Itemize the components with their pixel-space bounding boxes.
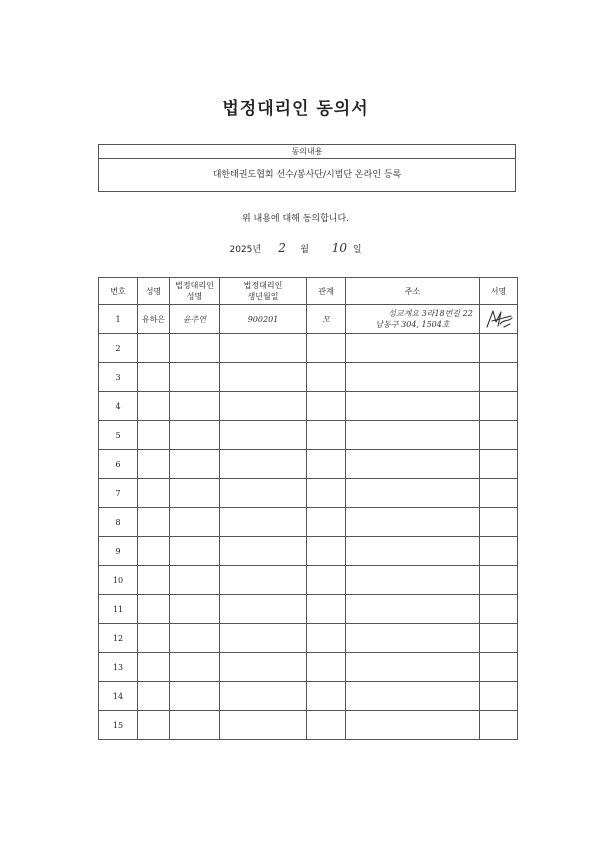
table-row [99,566,518,595]
document-title: 법정대리인 동의서 [222,99,369,119]
table-row [99,479,518,508]
cell-signature [480,508,518,537]
cell-signature [480,305,518,334]
cell-guardian-name [170,421,220,450]
header-guardian-birth-line1: 법정대리인 [243,281,283,290]
header-address: 주소 [346,278,480,305]
date-line [0,241,591,255]
cell-signature [480,392,518,421]
cell-relation [307,508,346,537]
cell-guardian-name [170,363,220,392]
cell-guardian-birth [220,682,307,711]
cell-no: 1 [99,305,138,334]
table-row [99,334,518,363]
cell-relation [307,653,346,682]
guardian-table [98,277,518,740]
cell-no: 3 [99,363,138,392]
table-row [99,305,518,334]
cell-signature [480,595,518,624]
cell-guardian-name [170,566,220,595]
cell-name [138,363,170,392]
cell-name [138,566,170,595]
cell-name [138,479,170,508]
header-guardian-name [170,278,220,305]
cell-relation [307,450,346,479]
cell-relation [307,566,346,595]
cell-guardian-birth [220,537,307,566]
cell-guardian-birth [220,334,307,363]
cell-address [346,334,480,363]
cell-signature [480,421,518,450]
cell-no: 7 [99,479,138,508]
cell-name: 유하은 [138,305,170,334]
cell-guardian-birth [220,363,307,392]
header-no: 번호 [99,278,138,305]
header-relation: 관계 [307,278,346,305]
cell-address [346,508,480,537]
address-line2: 남동구 304, 1504호 [375,320,450,329]
cell-relation [307,624,346,653]
cell-address [346,595,480,624]
cell-signature [480,334,518,363]
cell-address [346,537,480,566]
cell-relation: 모 [307,305,346,334]
consent-header: 동의내용 [99,145,515,159]
cell-signature [480,537,518,566]
cell-no: 9 [99,537,138,566]
date-day-label: 일 [352,245,362,255]
cell-address [346,682,480,711]
cell-no: 6 [99,450,138,479]
cell-no: 8 [99,508,138,537]
cell-signature [480,450,518,479]
cell-relation [307,479,346,508]
cell-no: 4 [99,392,138,421]
cell-address [346,450,480,479]
cell-name [138,653,170,682]
cell-guardian-name [170,508,220,537]
cell-guardian-birth [220,624,307,653]
cell-guardian-name [170,537,220,566]
cell-no: 12 [99,624,138,653]
date-year: 2025년 [229,245,262,255]
cell-relation [307,595,346,624]
cell-guardian-name [170,392,220,421]
header-name: 성명 [138,278,170,305]
cell-signature [480,479,518,508]
cell-no: 15 [99,711,138,740]
signature-mark [484,307,514,331]
cell-guardian-birth [220,392,307,421]
date-day-value: 10 [331,241,348,255]
cell-address [346,624,480,653]
cell-name [138,682,170,711]
cell-no: 13 [99,653,138,682]
table-row [99,682,518,711]
cell-guardian-birth [220,421,307,450]
table-row [99,392,518,421]
cell-name [138,537,170,566]
cell-relation [307,537,346,566]
consent-box [98,144,516,192]
header-signature: 서명 [480,278,518,305]
cell-name [138,595,170,624]
cell-name [138,508,170,537]
table-body [99,305,518,740]
cell-signature [480,682,518,711]
cell-no: 5 [99,421,138,450]
cell-signature [480,624,518,653]
date-month-label: 월 [300,245,309,255]
cell-signature [480,711,518,740]
table-row [99,624,518,653]
date-month-value: 2 [278,241,286,255]
cell-name [138,450,170,479]
cell-signature [480,566,518,595]
cell-address [346,566,480,595]
table-row [99,363,518,392]
cell-address [346,305,480,334]
cell-no: 14 [99,682,138,711]
cell-relation [307,711,346,740]
cell-no: 11 [99,595,138,624]
cell-guardian-name [170,479,220,508]
cell-address [346,421,480,450]
cell-guardian-name [170,595,220,624]
cell-relation [307,682,346,711]
cell-name [138,624,170,653]
table-row [99,537,518,566]
cell-guardian-name [170,653,220,682]
cell-signature [480,363,518,392]
table-row [99,653,518,682]
cell-name [138,392,170,421]
consent-text: 대한태권도협회 선수/봉사단/시범단 온라인 등록 [212,170,402,180]
cell-guardian-birth [220,450,307,479]
header-guardian-name-line2: 성명 [186,292,203,301]
cell-relation [307,363,346,392]
table-row [99,450,518,479]
cell-guardian-name [170,334,220,363]
cell-address [346,363,480,392]
cell-guardian-name [170,450,220,479]
address-line1: 성교계요 3라18번길 22 [388,309,473,318]
table-row [99,595,518,624]
header-guardian-birth [220,278,307,305]
cell-address [346,653,480,682]
cell-signature [480,653,518,682]
cell-name [138,711,170,740]
cell-address [346,479,480,508]
cell-relation [307,334,346,363]
cell-guardian-name [170,711,220,740]
cell-guardian-birth [220,653,307,682]
cell-guardian-birth [220,711,307,740]
cell-relation [307,392,346,421]
cell-guardian-name [170,682,220,711]
cell-address [346,711,480,740]
cell-guardian-birth: 900201 [220,305,307,334]
cell-guardian-name: 윤주연 [170,305,220,334]
header-guardian-name-line1: 법정대리인 [175,281,214,290]
cell-name [138,334,170,363]
header-guardian-birth-line2: 생년월일 [247,292,279,301]
cell-guardian-birth [220,566,307,595]
cell-no: 2 [99,334,138,363]
table-row [99,508,518,537]
cell-guardian-name [170,624,220,653]
table-row [99,711,518,740]
cell-name [138,421,170,450]
table-header-row [99,278,518,305]
cell-relation [307,421,346,450]
cell-guardian-birth [220,595,307,624]
cell-address [346,392,480,421]
table-row [99,421,518,450]
cell-guardian-birth [220,479,307,508]
agreement-statement: 위 내용에 대해 동의합니다. [241,214,350,224]
cell-no: 10 [99,566,138,595]
cell-guardian-birth [220,508,307,537]
